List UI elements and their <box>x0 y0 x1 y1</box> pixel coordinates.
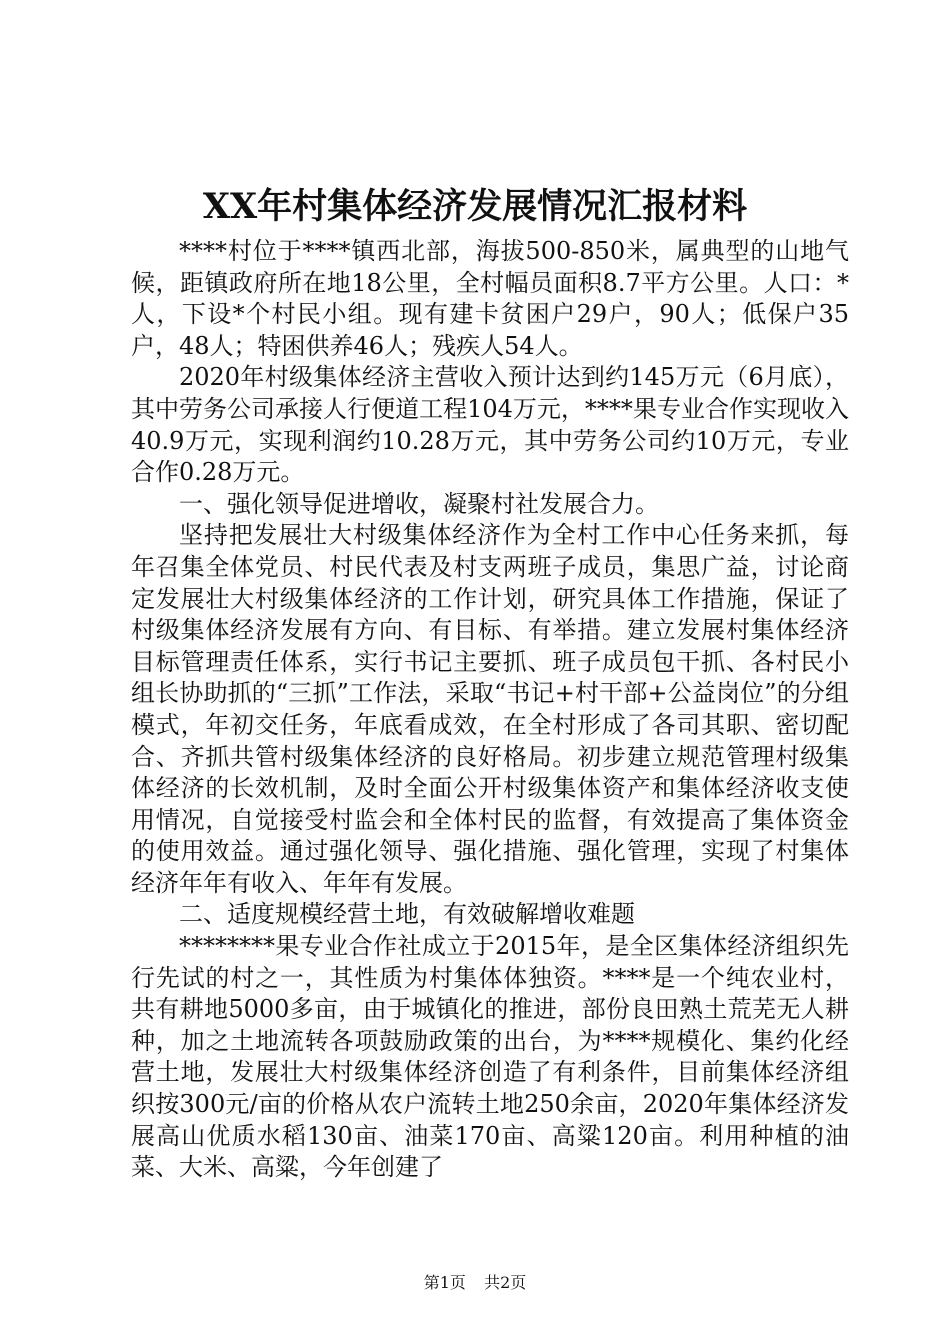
page-total: 共2页 <box>484 1273 527 1292</box>
page-number: 第1页 <box>423 1273 466 1292</box>
section-heading-2: 二、适度规模经营土地，有效破解增收难题 <box>179 900 635 929</box>
paragraph-income-2020: 2020年村级集体经济主营收入预计达到约145万元（6月底），其中劳务公司承接人行便道工程104万元，****果专业合作实现收入40.9万元，实现利润约10.28万元，其中劳务公司约10万元，专业合作0.28万元。 <box>131 363 849 487</box>
document-body <box>131 236 849 1184</box>
document-title: XX年村集体经济发展情况汇报材料 <box>202 186 748 227</box>
paragraph-village-overview: ****村位于****镇西北部，海拔500-850米，属典型的山地气候，距镇政府所在地18公里，全村幅员面积8.7平方公里。人口：*人，下设*个村民小组。现有建卡贫困户29户，90人；低保户35户，48人；特困供养46人；残疾人54人。 <box>131 237 849 360</box>
paragraph-land-operation: ********果专业合作社成立于2015年，是全区集体经济组织先行先试的村之一，其性质为村集体体独资。****是一个纯农业村，共有耕地5000多亩，由于城镇化的推进，部份良田熟土荒芜无人耕种，加之土地流转各项鼓励政策的出台，为****规模化、集约化经营土地，发展壮大村级集体经济创造了有利条件，目前集体经济组织按300元/亩的价格从农户流转土地250余亩，2020年集体经济发展高山优质水稻130亩、油菜170亩、高粱120亩。利用种植的油菜、大米、高粱，今年创建了 <box>131 932 849 1182</box>
page-footer <box>0 1272 950 1294</box>
paragraph-leadership: 坚持把发展壮大村级集体经济作为全村工作中心任务来抓，每年召集全体党员、村民代表及村支两班子成员，集思广益，讨论商定发展壮大村级集体经济的工作计划，研究具体工作措施，保证了村级集体经济发展有方向、有目标、有举措。建立发展村集体经济目标管理责任体系，实行书记主要抓、班子成员包干抓、各村民小组长协助抓的“三抓”工作法，采取“书记+村干部+公益岗位”的分组模式，年初交任务，年底看成效，在全村形成了各司其职、密切配合、齐抓共管村级集体经济的良好格局。初步建立规范管理村级集体经济的长效机制，及时全面公开村级集体资产和集体经济收支使用情况，自觉接受村监会和全体村民的监督，有效提高了集体资金的使用效益。通过强化领导、强化措施、强化管理，实现了村集体经济年年有收入、年年有发展。 <box>131 521 849 897</box>
section-heading-1: 一、强化领导促进增收，凝聚村社发展合力。 <box>179 489 659 518</box>
